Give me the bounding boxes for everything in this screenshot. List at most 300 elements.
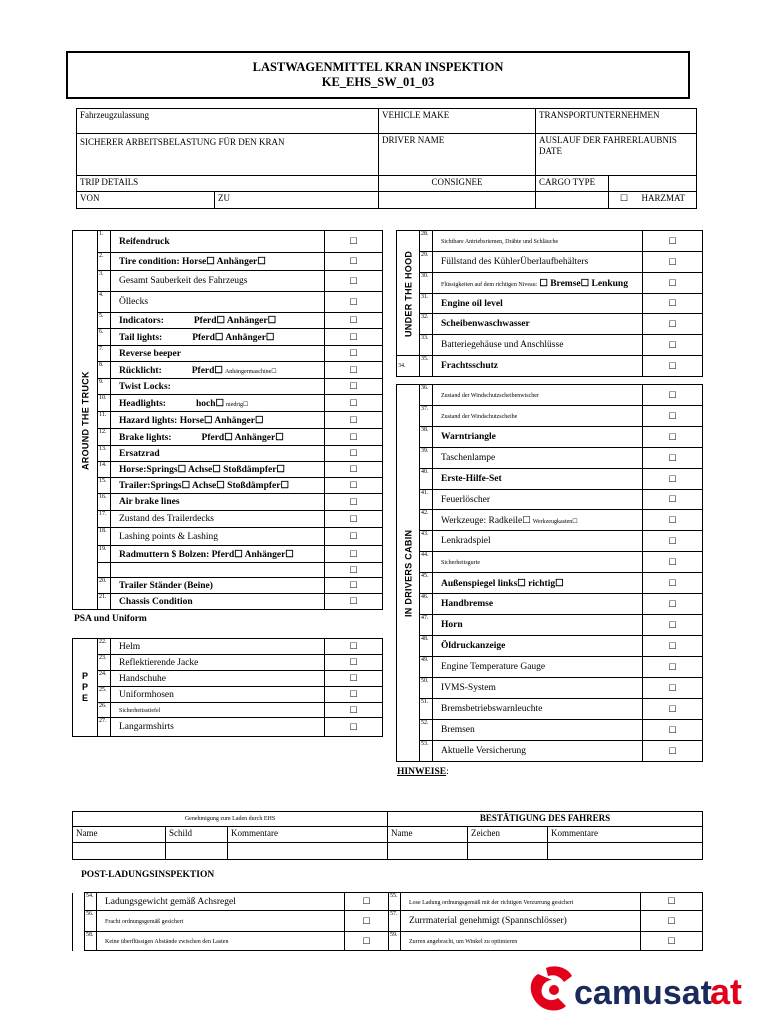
item-text: Trailer Ständer (Beine) [119,580,213,591]
item-checkbox[interactable]: ☐ [325,446,383,462]
item-text: Öldruckanzeige [441,641,506,651]
around-truck-label [73,231,98,610]
item-checkbox[interactable]: ☐ [643,469,703,490]
item-label [111,639,325,655]
item-checkbox[interactable]: ☐ [325,346,383,362]
item-number: 51. [420,699,433,720]
item-checkbox[interactable]: ☐ [325,511,383,528]
item-label [433,335,643,356]
checklist-row [73,271,383,292]
item-label [433,720,643,741]
item-checkbox[interactable]: ☐ [643,448,703,469]
item-text: Radmuttern $ Bolzen: Pferd☐ Anhänger☐ [119,549,294,560]
item-label [433,490,643,510]
item-number: 58. [85,932,97,951]
checklist-row [397,406,703,427]
item-label [111,528,325,546]
checklist-row [397,273,703,294]
item-number: 47. [420,615,433,636]
item-checkbox[interactable]: ☐ [643,699,703,720]
ehs-approval-title: Genehmigung zum Laden durch EHS [73,812,388,827]
item-label [97,911,345,932]
item-checkbox[interactable]: ☐ [325,546,383,563]
item-label [433,356,643,377]
item-checkbox[interactable]: ☐ [643,552,703,573]
checklist-row [397,720,703,741]
item-checkbox[interactable]: ☐ [643,594,703,615]
item-checkbox[interactable]: ☐ [643,741,703,762]
checklist-row [397,385,703,406]
notes-label: HINWEISE: [397,767,449,777]
item-text: IVMS-System [441,683,496,693]
item-label [111,446,325,462]
item-checkbox[interactable]: ☐ [325,362,383,379]
item-label [111,253,325,271]
item-number: 21. [98,594,111,610]
drivers-cabin-label [397,385,420,762]
item-label [433,252,643,273]
item-checkbox[interactable]: ☐ [641,893,703,911]
under-hood-table [396,230,703,377]
driver-zeichen-header: Zeichen [468,827,548,843]
post-loading-row [73,932,703,951]
item-text: Uniformhosen [119,689,174,700]
vehicle-info-table [76,108,697,209]
checklist-row [73,511,383,528]
item-number: 49. [420,657,433,678]
around-truck-table [72,230,383,610]
checklist-row [397,615,703,636]
item-checkbox[interactable]: ☐ [325,462,383,478]
item-number [98,563,111,578]
item-label [111,429,325,446]
item-checkbox[interactable]: ☐ [325,687,383,703]
checklist-row [397,252,703,273]
item-text: Handbremse [441,599,494,609]
item-options[interactable]: ☐ Bremse☐ Lenkung [539,278,628,289]
item-checkbox[interactable]: ☐ [325,494,383,511]
item-label [433,531,643,552]
item-text: Engine Temperature Gauge [441,662,546,672]
item-text: Zurren angebracht, um Winkel zu optimieren [409,939,518,945]
item-checkbox[interactable]: ☐ [345,893,389,911]
item-number: 40. [420,469,433,490]
checklist-row [397,552,703,573]
ppe-row [73,639,383,655]
checklist-row [397,294,703,314]
checklist-row [73,362,383,379]
checklist-row [73,494,383,511]
checklist-row [397,594,703,615]
item-text: Headlights: [119,398,166,409]
item-number: 12. [98,429,111,446]
item-label [433,573,643,594]
item-number: 45. [420,573,433,594]
item-number: 17. [98,511,111,528]
ppe-label [73,639,98,737]
item-checkbox[interactable]: ☐ [643,720,703,741]
item-number: 3. [98,271,111,292]
field-transportunternehmen[interactable]: TRANSPORTUNTERNEHMEN [536,109,697,134]
ppe-row [73,671,383,687]
checklist-row [397,678,703,699]
item-label [433,385,643,406]
under-hood-label [397,231,420,356]
item-label [433,469,643,490]
item-sub-option[interactable]: niedrig☐ [226,401,249,408]
around-truck-label-text: AROUND THE TRUCK [80,370,90,470]
item-number: 15. [98,478,111,494]
item-checkbox[interactable]: ☐ [345,932,389,951]
item-checkbox[interactable]: ☐ [641,932,703,951]
item-text: Tire condition: Horse☐ Anhänger☐ [119,257,266,267]
item-label [433,678,643,699]
post-loading-row [73,911,703,932]
item-checkbox[interactable]: ☐ [325,271,383,292]
ppe-letter: P [81,671,88,681]
item-text: Air brake lines [119,497,180,507]
item-text: Indicators: [119,316,164,326]
item-checkbox[interactable]: ☐ [643,252,703,273]
item-text: Füllstand des KühlerÜberlaufbehälters [441,257,589,267]
item-text: Sicherheitsgurte [441,560,480,566]
item-checkbox[interactable]: ☐ [325,594,383,610]
field-vehicle-make[interactable]: VEHICLE MAKE [379,109,536,134]
item-checkbox[interactable]: ☐ [325,329,383,346]
driver-name-field[interactable] [388,843,468,860]
item-label [111,594,325,610]
item-checkbox[interactable]: ☐ [325,718,383,737]
item-checkbox[interactable]: ☐ [643,356,703,377]
item-number: 57. [389,911,401,932]
item-text: Frachtsschutz [441,361,498,371]
item-number: 26. [98,703,111,718]
item-text: Außenspiegel links☐ richtig☐ [441,578,564,589]
field-fahrzeugzulassung[interactable]: Fahrzeugzulassung [77,109,379,134]
item-checkbox[interactable]: ☐ [325,231,383,253]
item-label [433,699,643,720]
checklist-row [73,346,383,362]
item-number: 8. [98,362,111,379]
item-text: Helm [119,641,141,652]
post-loading-row [73,893,703,911]
item-checkbox[interactable]: ☐ [643,385,703,406]
item-text: Öllecks [119,297,149,307]
item-number: 1. [98,231,111,253]
item-label [433,657,643,678]
item-number: 39. [420,448,433,469]
item-text: Reverse beeper [119,348,181,359]
under-hood-label-text: UNDER THE HOOD [403,249,413,337]
checklist-row [73,478,383,494]
checklist-row [397,314,703,335]
item-number: 55. [389,893,401,911]
item-checkbox[interactable]: ☐ [325,528,383,546]
ehs-kommentare-field[interactable] [228,843,388,860]
item-options[interactable]: Pferd☐ Anhänger☐ [192,332,275,343]
item-text: Lose Ladung ordnungsgemäß mit der richtigen Verzurrung gesichert [409,899,574,906]
item-label [111,687,325,703]
item-number: 46. [420,594,433,615]
item-label [433,406,643,427]
item-options[interactable]: hoch☐ [195,398,225,409]
item-number-prefix: 34. [397,356,420,377]
driver-confirmation-title: BESTÄTIGUNG DES FAHRERS [388,812,703,827]
ppe-row [73,703,383,718]
item-number: 41. [420,490,433,510]
item-number: 2. [98,253,111,271]
camusat-logo-mark [524,962,756,1018]
item-number: 25. [98,687,111,703]
driver-zeichen-field[interactable] [468,843,548,860]
item-sub-option[interactable]: Werkzeugkasten☐ [532,518,578,525]
ehs-schild-header: Schild [166,827,228,843]
item-options[interactable]: Pferd☐ Anhänger☐ [201,432,284,443]
item-text: Brake lights: [119,432,172,443]
item-number: 9. [98,379,111,395]
item-label [111,346,325,362]
item-number: 4. [98,292,111,313]
item-label [111,231,325,253]
field-zu[interactable]: ZU [215,192,379,209]
item-number: 31. [420,294,433,314]
item-checkbox[interactable]: ☐ [643,531,703,552]
checklist-row [397,469,703,490]
ehs-name-header: Name [73,827,166,843]
item-number: 13. [98,446,111,462]
field-auslauf-fahrerlaubnis[interactable] [536,134,697,176]
item-number: 30. [420,273,433,294]
checklist-row [73,446,383,462]
item-label [433,273,643,294]
post-loading-title: POST-LADUNGSINSPEKTION [81,870,215,880]
item-number: 22. [98,639,111,655]
item-checkbox[interactable]: ☐ [325,703,383,718]
checklist-row [73,253,383,271]
checklist-row [397,448,703,469]
field-sicherer-arbeitsbelastung[interactable]: SICHERER ARBEITSBELASTUNG FÜR DEN KRAN [77,134,379,176]
ppe-letter: E [81,693,88,703]
checklist-row [73,462,383,478]
item-checkbox[interactable]: ☐ [643,657,703,678]
item-label [111,395,325,412]
item-label [111,329,325,346]
checklist-row [73,412,383,429]
item-number: 29. [420,252,433,273]
item-text: Lenkradspiel [441,536,491,546]
item-checkbox[interactable]: ☐ [643,231,703,252]
item-checkbox[interactable]: ☐ [643,294,703,314]
post-loading-table [72,892,703,951]
checklist-row [397,427,703,448]
item-number: 54. [85,893,97,911]
item-text: Fracht ordnungsgemäß gesichert [105,919,184,925]
item-label [433,741,643,762]
logo-suffix: at [710,971,743,1012]
item-number: 35. [420,356,433,377]
item-text: Chassis Condition [119,596,193,607]
item-text: Handschuhe [119,673,166,684]
item-text: Zustand der Windschutzscheibenwischer [441,393,539,399]
item-text: Rücklicht: [119,365,162,376]
item-label [111,511,325,528]
ehs-kommentare-header: Kommentare [228,827,388,843]
item-checkbox[interactable]: ☐ [325,429,383,446]
ppe-section-title: PSA und Uniform [74,614,147,624]
item-checkbox[interactable]: ☐ [643,678,703,699]
ppe-row [73,655,383,671]
item-number: 36. [420,385,433,406]
item-number: 52. [420,720,433,741]
checklist-row [397,741,703,762]
ppe-row [73,718,383,737]
item-checkbox[interactable]: ☐ [325,379,383,395]
item-label [111,271,325,292]
item-checkbox[interactable]: ☐ [325,563,383,578]
item-label [111,313,325,329]
auslauf-label: AUSLAUF DER FAHRERLAUBNIS [539,135,677,145]
item-label [111,655,325,671]
auslauf-date-label: DATE [539,146,563,156]
item-label [111,563,325,578]
checklist-row [73,292,383,313]
field-trip-details[interactable]: TRIP DETAILS [77,176,379,192]
field-von[interactable]: VON [77,192,215,209]
item-checkbox[interactable]: ☐ [325,578,383,594]
item-text: Horse:Springs☐ Achse☐ Stoßdämpfer☐ [119,465,285,475]
item-label [111,292,325,313]
item-label [433,636,643,657]
ehs-schild-field[interactable] [166,843,228,860]
checklist-row [73,563,383,578]
item-number: 32. [420,314,433,335]
item-text: Keine überflüssigen Abstände zwischen den Lasten [105,939,229,945]
item-text: Zustand der Windschutzscheibe [441,414,518,420]
item-sub-option[interactable]: Anhängermaschine☐ [224,368,277,375]
item-label [111,494,325,511]
item-text: Aktuelle Versicherung [441,746,527,756]
item-label [111,546,325,563]
item-options[interactable]: Pferd☐ Anhänger☐ [193,316,277,326]
item-number: 7. [98,346,111,362]
item-checkbox[interactable]: ☐ [643,273,703,294]
checklist-row [73,313,383,329]
driver-kommentare-field[interactable] [548,843,703,860]
ehs-name-field[interactable] [73,843,166,860]
item-checkbox[interactable]: ☐ [643,335,703,356]
item-text: Gesamt Sauberkeit des Fahrzeugs [119,276,248,286]
row-spacer [73,911,85,932]
item-number: 33. [420,335,433,356]
item-label [97,893,345,911]
drivers-cabin-table [396,384,703,762]
item-label [433,615,643,636]
item-checkbox[interactable]: ☐ [325,655,383,671]
logo-word: camusat [574,974,712,1012]
checklist-row [397,335,703,356]
item-checkbox[interactable]: ☐ [325,478,383,494]
item-checkbox[interactable]: ☐ [641,911,703,932]
item-number: 23. [98,655,111,671]
document-title-box [66,51,690,99]
checklist-row [397,657,703,678]
item-text: Scheibenwaschwasser [441,319,530,329]
item-text: Taschenlampe [441,453,496,463]
item-label [111,718,325,737]
item-label [401,932,641,951]
item-label [433,231,643,252]
item-checkbox[interactable]: ☐ [643,510,703,531]
item-text: Hazard lights: Horse☐ Anhänger☐ [119,415,264,426]
item-checkbox[interactable]: ☐ [325,671,383,687]
item-checkbox[interactable]: ☐ [325,313,383,329]
item-checkbox[interactable]: ☐ [643,573,703,594]
item-number: 5. [98,313,111,329]
item-checkbox[interactable]: ☐ [325,412,383,429]
item-label [111,478,325,494]
item-checkbox[interactable]: ☐ [643,636,703,657]
checklist-row [397,636,703,657]
item-text: Lashing points & Lashing [119,531,218,542]
field-cargo-type[interactable]: CARGO TYPE [536,176,609,192]
item-text: Batteriegehäuse und Anschlüsse [441,340,564,350]
item-checkbox[interactable]: ☐ [325,292,383,313]
document-code: KE_EHS_SW_01_03 [321,75,435,89]
item-options[interactable]: Pferd☐ [191,365,223,376]
item-number: 24. [98,671,111,687]
checklist-row [73,429,383,446]
item-checkbox[interactable]: ☐ [643,406,703,427]
drivers-cabin-label-text: IN DRIVERS CABIN [403,529,413,617]
item-checkbox[interactable]: ☐ [345,911,389,932]
checklist-row [397,356,703,377]
item-label [111,462,325,478]
item-text: Feuerlöscher [441,494,491,505]
checklist-row [397,531,703,552]
item-text: Tail lights: [119,332,163,343]
field-driver-name[interactable]: DRIVER NAME [379,134,536,176]
item-text: Flüssigkeiten auf dem richtigen Niveau: [441,281,538,288]
item-label [433,448,643,469]
item-checkbox[interactable]: ☐ [325,639,383,655]
driver-kommentare-header: Kommentare [548,827,703,843]
item-checkbox[interactable]: ☐ [325,395,383,412]
item-label [111,671,325,687]
item-number: 50. [420,678,433,699]
row-spacer [73,893,85,911]
item-label [433,314,643,335]
item-number: 27. [98,718,111,737]
item-number: 38. [420,427,433,448]
item-checkbox[interactable]: ☐ [643,427,703,448]
item-number: 53. [420,741,433,762]
item-number: 16. [98,494,111,511]
item-text: Zurrmaterial genehmigt (Spannschlösser) [409,916,567,926]
item-text: Trailer:Springs☐ Achse☐ Stoßdämpfer☐ [119,481,289,491]
item-checkbox[interactable]: ☐ [643,314,703,335]
field-consignee[interactable]: CONSIGNEE [379,176,536,192]
item-text: Erste-Hilfe-Set [441,474,502,484]
item-label [111,362,325,379]
ppe-row [73,687,383,703]
item-text: Sicherheitsstiefel [119,708,161,714]
item-text: Sichtbare Antriebsriemen, Drähte und Schläuche [441,239,559,245]
harzmat-checkbox[interactable]: ☐ [619,193,629,203]
item-checkbox[interactable]: ☐ [643,615,703,636]
item-checkbox[interactable]: ☐ [325,253,383,271]
harzmat-option[interactable] [609,192,697,209]
item-checkbox[interactable]: ☐ [643,490,703,510]
